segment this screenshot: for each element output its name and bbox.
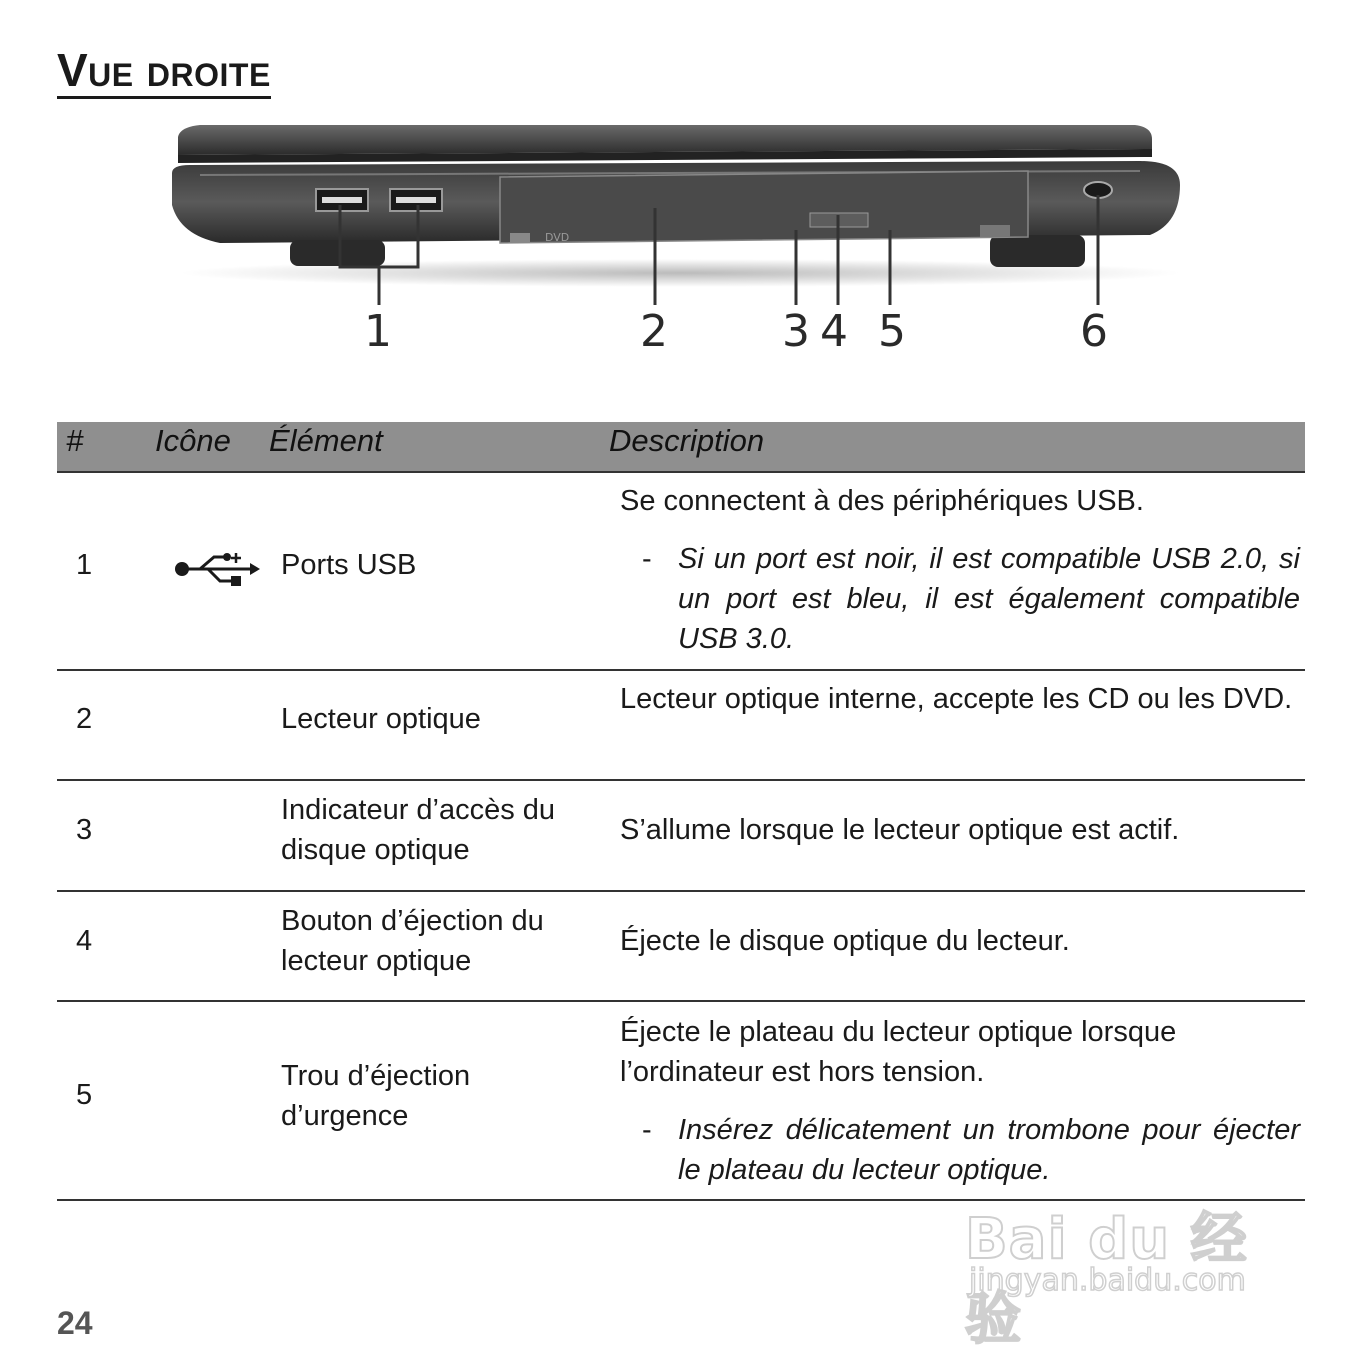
callout-4: 4	[820, 306, 848, 357]
description-text: S’allume lorsque le lecteur optique est actif.	[620, 814, 1180, 846]
row-description	[620, 679, 1300, 719]
usb-port-1	[316, 189, 368, 211]
callout-3: 3	[782, 306, 810, 357]
watermark-url: jingyan.baidu.com	[969, 1263, 1246, 1298]
note-text: Insérez délicatement un trombone pour éjecter le plateau du lecteur optique.	[678, 1114, 1300, 1186]
header-description: Description	[609, 423, 765, 458]
table-row	[57, 471, 1305, 671]
table-row	[57, 671, 1305, 781]
callout-6: 6	[1080, 306, 1108, 357]
row-description	[620, 481, 1300, 659]
table-row	[57, 1002, 1305, 1201]
description-text: Éjecte le plateau du lecteur optique lorsque l’ordinateur est hors tension.	[620, 1016, 1177, 1088]
page-title: Vue droite	[57, 44, 271, 99]
row-description	[620, 1012, 1300, 1190]
table-header	[57, 422, 1305, 473]
usb-port-2	[390, 189, 442, 211]
description-text: Éjecte le disque optique du lecteur.	[620, 925, 1070, 957]
row-number: 2	[76, 703, 93, 735]
note-dash: -	[642, 1114, 652, 1146]
baidu-watermark	[965, 1195, 1285, 1352]
description-note	[620, 539, 1300, 659]
table-row	[57, 892, 1305, 1002]
row-element: Bouton d’éjection du lecteur optique	[281, 905, 544, 977]
description-text: Se connectent à des périphériques USB.	[620, 485, 1144, 517]
usb-icon	[174, 549, 262, 589]
row-number: 4	[76, 925, 93, 957]
table-row	[57, 781, 1305, 892]
row-number: 1	[76, 549, 93, 581]
callout-5: 5	[878, 306, 906, 357]
row-description	[620, 810, 1300, 850]
page-number: 24	[57, 1305, 93, 1341]
header-element: Élément	[269, 423, 383, 458]
description-text: Lecteur optique interne, accepte les CD ou les DVD.	[620, 683, 1293, 715]
callout-1: 1	[364, 306, 392, 357]
row-element: Ports USB	[281, 549, 417, 581]
header-number: #	[66, 423, 84, 458]
note-text: Si un port est noir, il est compatible USB 2.0, si un port est bleu, il est également compatible USB 3.0.	[678, 543, 1300, 655]
optical-drive	[500, 171, 1028, 244]
row-element: Trou d’éjection d’urgence	[281, 1060, 471, 1132]
laptop-right-side-illustration	[160, 115, 1200, 375]
svg-text:DVD: DVD	[545, 231, 570, 244]
callout-2: 2	[640, 306, 668, 357]
row-number: 5	[76, 1079, 93, 1111]
watermark-logo-text: Bai du 经验	[965, 1207, 1248, 1352]
row-element: Indicateur d’accès du disque optique	[281, 794, 556, 866]
row-number: 3	[76, 814, 93, 846]
row-description	[620, 921, 1300, 961]
row-element: Lecteur optique	[281, 703, 481, 735]
note-dash: -	[642, 543, 652, 575]
description-note	[620, 1110, 1300, 1190]
header-icon: Icône	[155, 423, 231, 458]
